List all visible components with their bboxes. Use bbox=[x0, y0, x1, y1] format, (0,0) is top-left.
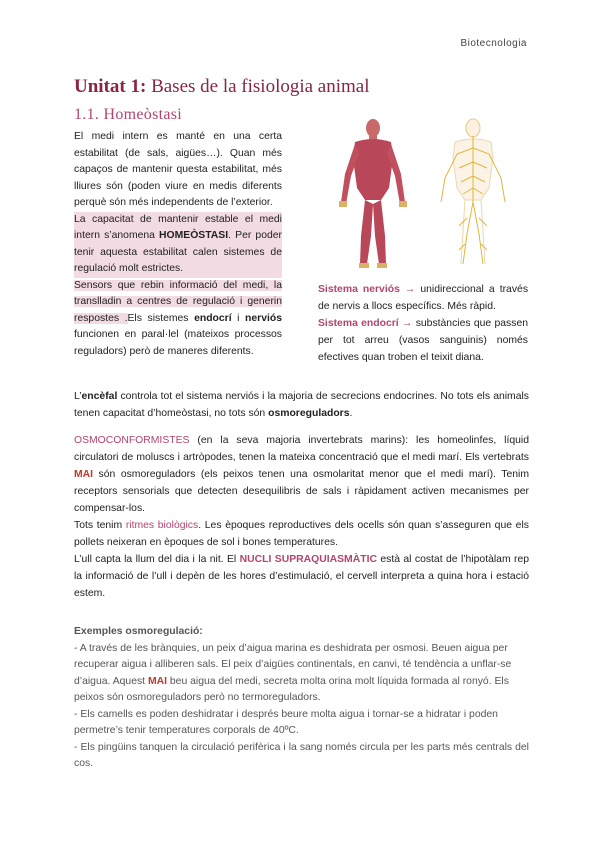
text: . bbox=[349, 408, 353, 419]
title-text: Bases de la fisiologia animal bbox=[146, 76, 370, 97]
term-sistema-endocri: Sistema endocrí bbox=[318, 318, 399, 329]
text: L’ bbox=[74, 391, 82, 402]
title-prefix: Unitat 1: bbox=[74, 76, 147, 97]
term-mai: MAI bbox=[74, 469, 94, 480]
header-label: Biotecnologia bbox=[460, 38, 527, 49]
example-camells: - Els camells es poden deshidratar i després beure molta aigua i tornar-se a hidratar i poden permetre’s tenir temperatures corporals de 40ºC. bbox=[74, 708, 498, 736]
right-column bbox=[318, 281, 528, 366]
arrow-icon: → bbox=[404, 284, 416, 295]
term-osmoconformistes: OSMOCONFORMISTES bbox=[74, 435, 190, 446]
arrow-icon: → bbox=[402, 318, 413, 329]
text: Els sistemes bbox=[127, 312, 195, 324]
muscle-figure-image bbox=[339, 119, 407, 268]
text: està al costat de l’hipotàlam rep la informació de l’ull i depèn de les hores d’estimulació, el cervell interpreta a quina hora i estació estem. bbox=[74, 554, 530, 599]
nervous-system-image bbox=[441, 119, 505, 264]
term-osmoreguladors: osmoreguladors bbox=[268, 408, 350, 419]
endocrine-system-note bbox=[318, 315, 528, 366]
term-ritmes-biologics: ritmes biològics bbox=[125, 520, 199, 531]
text: i bbox=[231, 312, 246, 324]
text: funcionen en paral·lel (mateixos processos reguladors) però de maneres diferents. bbox=[74, 329, 282, 357]
nervous-system-note bbox=[318, 281, 528, 315]
text: L’ull capta la llum del dia i la nit. El bbox=[74, 554, 240, 565]
examples-section bbox=[74, 624, 529, 773]
text: (en la seva majoria invertebrats marins): les homeolinfes, líquid circulatori de moluscs i artròpodes, tenen la mateixa concentració que el medi marí. Els vertebrats bbox=[74, 435, 529, 463]
term-homeostasi: HOMEÒSTASI bbox=[159, 230, 229, 241]
text: La capacitat de mantenir estable el medi intern s’anomena bbox=[74, 213, 282, 241]
text: són osmoreguladors (els peixos tenen una osmolaritat menor que el medi marí). Tenim receptors sensorials que detecten desequilibris de sals i ràpidament activen mecanismes per compensar-los. bbox=[74, 469, 529, 514]
text: unidireccional a través de nervis a llocs específics. Més ràpid. bbox=[318, 284, 529, 312]
term-endocri: endocrí bbox=[194, 312, 232, 324]
paragraph-osmoconformistes bbox=[74, 432, 529, 517]
page-title bbox=[74, 76, 370, 98]
main-body bbox=[74, 432, 529, 602]
term-mai: MAI bbox=[147, 675, 167, 687]
body-systems-illustration bbox=[335, 118, 535, 276]
text-highlight: Sensors que rebin informació del medi, la translladin a centres de regulació i generin respostes . bbox=[74, 279, 282, 324]
text: beu aigua del medi, secreta molta orina molt líquida formada al ronyó. Els peixos són osmoreguladors però no termoreguladors. bbox=[74, 675, 509, 703]
paragraph-medi-intern: El medi intern es manté en una certa estabilitat (de sals, aigües…). Quan més capaços de mantenir questa estabilitat, més lliures són (poden viure en medis diferents perquè són més independents de l’exterior. bbox=[74, 131, 282, 208]
paragraph-encefal bbox=[74, 388, 529, 422]
term-nervios: nerviós bbox=[245, 312, 282, 324]
left-column bbox=[74, 129, 282, 360]
text: . Per poder tenir aquesta estabilitat calen sistemes de regulació molt estrictes. bbox=[74, 230, 282, 274]
section-heading: 1.1. Homeòstasi bbox=[74, 106, 183, 123]
term-nucli-supraquiasmatic: NUCLI SUPRAQUIASMÀTIC bbox=[239, 554, 377, 565]
examples-heading: Exemples osmoregulació: bbox=[74, 626, 203, 637]
paragraph-sensors bbox=[74, 278, 282, 361]
paragraph-homeostasi bbox=[74, 212, 282, 278]
text: controla tot el sistema nerviós i la majoria de secrecions endocrines. No tots els animals tenen capacitat d’homeòstasi, no tots són bbox=[74, 391, 529, 419]
term-encefal: encèfal bbox=[81, 391, 118, 402]
term-sistema-nervios: Sistema nerviós bbox=[318, 284, 400, 295]
paragraph-ritmes bbox=[74, 517, 529, 551]
paragraph-nucli bbox=[74, 551, 529, 602]
example-pinguins: - Els pingüins tanquen la circulació perifèrica i la sang només circula per les parts més centrals del cos. bbox=[74, 741, 529, 769]
text: . Les èpoques reproductives dels ocells són quan s’asseguren que els pollets neixeran en èpoques de sol i bones temperatures. bbox=[74, 520, 529, 548]
text: - A través de les brànquies, un peix d’aigua marina es deshidrata per osmosi. Beuen aigua per recuperar aigua i alliberen sals. El peix d’aigües continentals, en canvi, té tendència a unflar-se d’aigua. Aquest bbox=[74, 642, 512, 687]
text: Tots tenim bbox=[74, 520, 126, 531]
example-peixos bbox=[74, 641, 529, 707]
text: substàncies que passen per tot arreu (vasos sanguinis) només efectives quan troben el teixit diana. bbox=[318, 318, 529, 363]
